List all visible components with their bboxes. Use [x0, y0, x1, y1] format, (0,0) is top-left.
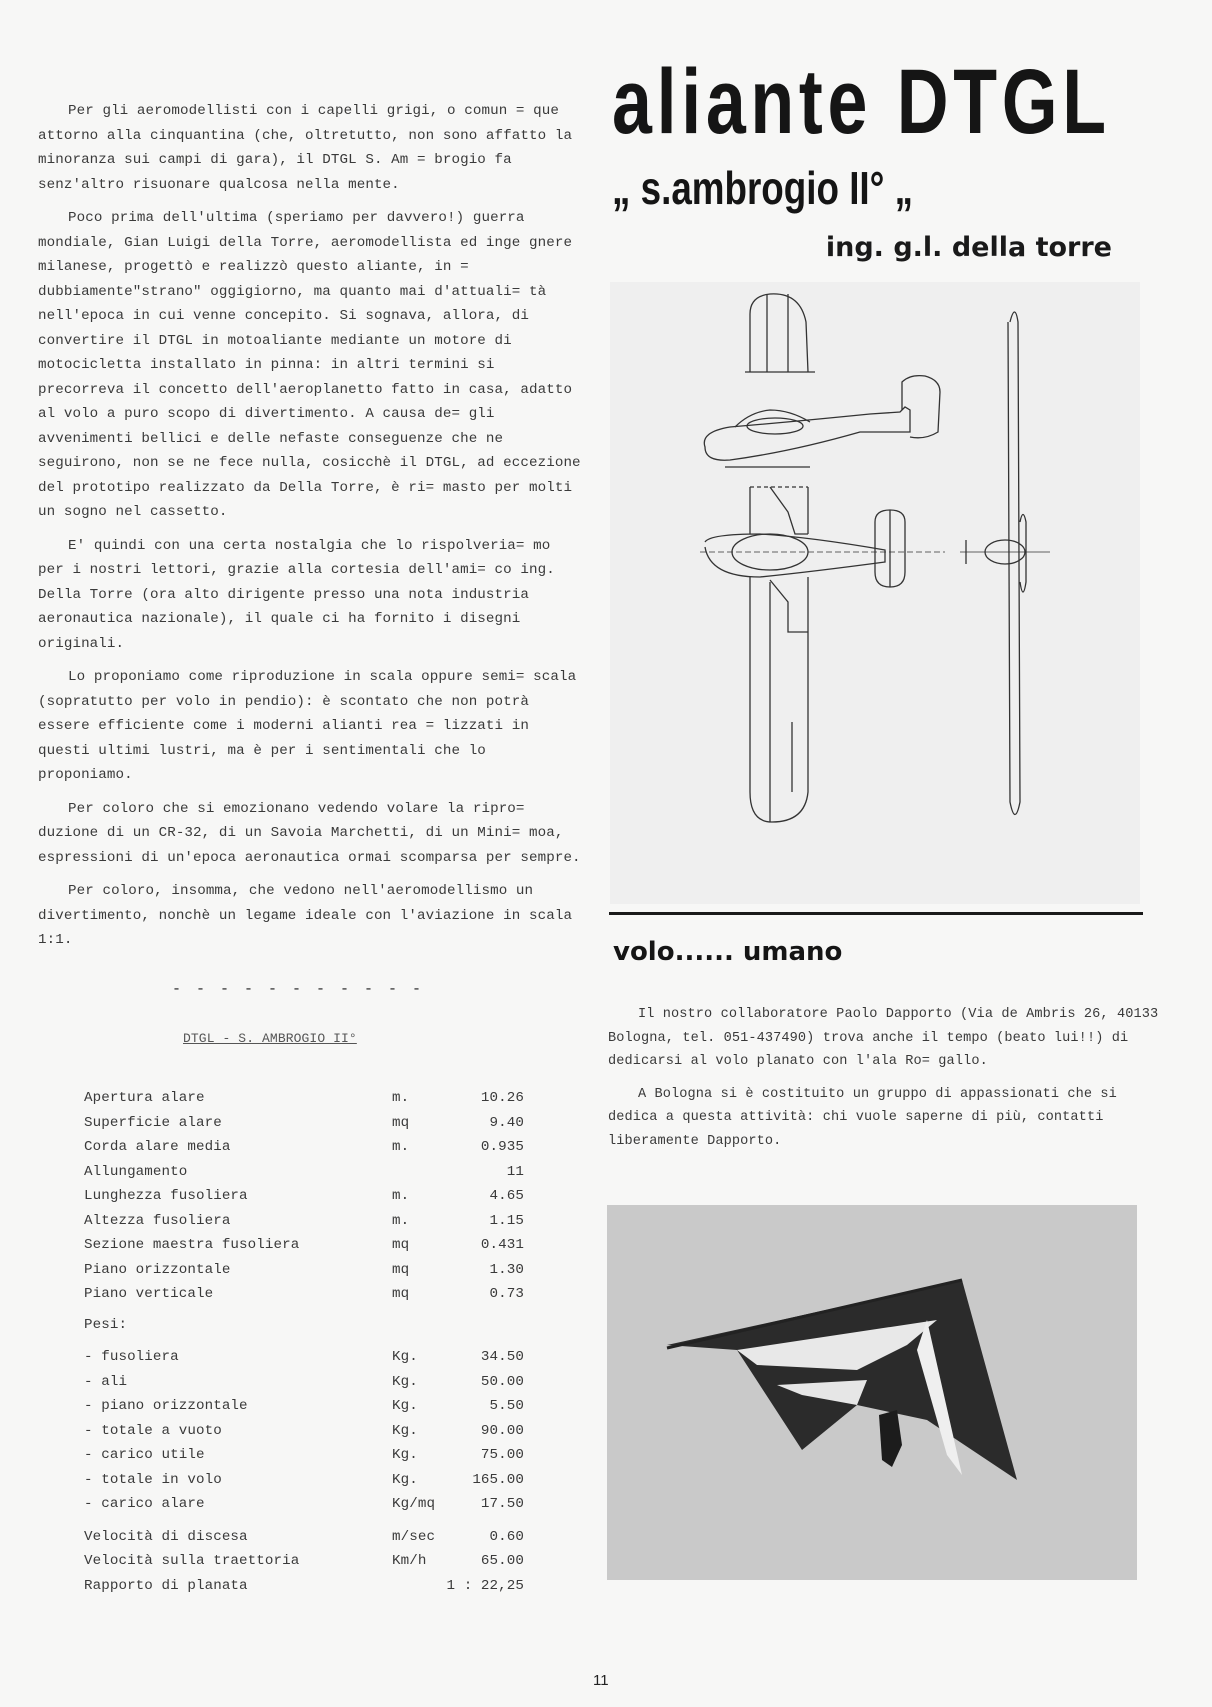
spec-label: - fusoliera: [84, 1349, 179, 1365]
spec-label: Velocità di discesa: [84, 1528, 248, 1545]
spec-unit: mq: [392, 1114, 410, 1131]
spec-unit: Kg.: [392, 1422, 418, 1439]
section2-paragraph: A Bologna si è costituito un gruppo di appassionati che si dedica a questa attività: chi vuole saperne di più, contatti liberamente Dapporto.: [608, 1086, 1117, 1149]
spec-unit: mq: [392, 1261, 410, 1278]
spec-label: - ali: [84, 1373, 128, 1390]
spec-label: Corda alare media: [84, 1139, 231, 1155]
spec-unit: m.: [392, 1139, 410, 1155]
spec-row: [84, 1492, 524, 1517]
spec-row: [84, 1135, 524, 1160]
article-paragraph: E' quindi con una certa nostalgia che lo rispolveria= mo per i nostri lettori, grazie alla cortesia dell'ami= co ing. Della Torre (ora alto dirigente presso una nota industria aeronautica nazionale), il quale ci ha fornito i disegni originali.: [38, 537, 555, 652]
spec-label: - totale in volo: [84, 1471, 222, 1488]
article-paragraph: Per gli aeromodellisti con i capelli grigi, o comun = que attorno alla cinquantina (che, oltretutto, non sono affatto la minoranza sui campi di gara), il DTGL S. Am = brogio fa senz'altro risuonare qualcosa nella mente.: [38, 103, 573, 193]
article-paragraph: Poco prima dell'ultima (speriamo per davvero!) guerra mondiale, Gian Luigi della Torre, aeromodellista ed inge gnere milanese, progettò e realizzò questo aliante, in = dubbiamente"strano" oggigiorno, ma quanto mai d'attuali= tà nell'epoca in cui venne concepito. Si sognava, allora, di convertire il DTGL in motoaliante mediante un motore di motocicletta installato in pinna: in altri termini si precorreva il concetto dell'aeroplanetto fatto in casa, adatto al volo a puro scopo di divertimento. A causa de= gli avvenimenti bellici e delle nefaste conseguenze che ne seguirono, non se ne fece nulla, cosicchè il DTGL, ad eccezione del prototipo realizzato da Della Torre, è ri= masto per molti un sogno nel cassetto.: [38, 210, 581, 520]
weights-heading: Pesi:: [84, 1316, 128, 1333]
spec-unit: mq: [392, 1286, 410, 1302]
spec-value: 0.60: [489, 1528, 524, 1545]
spec-value: 165.00: [472, 1471, 524, 1488]
article-paragraph: Per coloro, insomma, che vedono nell'aeromodellismo un divertimento, nonchè un legame ideale con l'aviazione in scala 1:1.: [38, 883, 573, 948]
spec-label: Piano orizzontale: [84, 1261, 231, 1278]
spec-value: 65.00: [480, 1553, 524, 1569]
spec-label: Altezza fusoliera: [84, 1212, 231, 1229]
spec-row: [84, 1549, 524, 1574]
spec-label: Sezione maestra fusoliera: [84, 1237, 300, 1253]
spec-value: 0.935: [480, 1139, 524, 1155]
article-title: aliante DTGL: [612, 51, 1111, 153]
specs-title: DTGL - S. AMBROGIO II°: [183, 1031, 357, 1046]
spec-value: 10.26: [480, 1090, 524, 1106]
spec-row: [84, 1394, 524, 1419]
specs-table: [84, 1086, 524, 1598]
dimensions-list: [84, 1086, 524, 1307]
page-number: 11: [593, 1672, 609, 1689]
spec-row: [84, 1370, 524, 1395]
spec-value: 17.50: [480, 1496, 524, 1512]
spec-value: 75.00: [480, 1447, 524, 1463]
spec-value: 50.00: [480, 1373, 524, 1390]
spec-unit: m/sec: [392, 1528, 436, 1545]
spec-row: [84, 1233, 524, 1258]
spec-row: [84, 1574, 524, 1599]
hang-glider-photo: [607, 1205, 1137, 1580]
spec-label: - carico alare: [84, 1496, 205, 1512]
spec-row: [84, 1282, 524, 1307]
spec-unit: Kg.: [392, 1373, 418, 1390]
article-author: ing. g.l. della torre: [825, 232, 1112, 263]
spec-value: 9.40: [489, 1114, 524, 1131]
spec-unit: m.: [392, 1090, 410, 1106]
spec-label: Apertura alare: [84, 1090, 205, 1106]
spec-label: - totale a vuoto: [84, 1422, 222, 1439]
spec-value: 0.73: [489, 1286, 524, 1302]
spec-row: [84, 1525, 524, 1550]
spec-row: [84, 1184, 524, 1209]
section-divider: - - - - - - - - - - -: [172, 981, 425, 998]
spec-value: 1.15: [489, 1212, 524, 1229]
spec-label: Velocità sulla traettoria: [84, 1553, 300, 1569]
spec-value: 11: [506, 1163, 524, 1180]
three-view-drawing: [610, 282, 1140, 904]
glider-drawing-icon: [610, 282, 1140, 904]
spec-row: [84, 1345, 524, 1370]
section-title: volo...... umano: [613, 937, 843, 967]
section2-body: [608, 1003, 1163, 1162]
spec-row: [84, 1419, 524, 1444]
spec-row: [84, 1209, 524, 1234]
article-subtitle: „ s.ambrogio II° „: [612, 162, 913, 214]
spec-value: 0.431: [480, 1237, 524, 1253]
spec-label: - carico utile: [84, 1447, 205, 1463]
weights-list: [84, 1345, 524, 1517]
spec-unit: Km/h: [392, 1553, 427, 1569]
spec-value: 1 : 22,25: [446, 1577, 524, 1594]
spec-row: [84, 1258, 524, 1283]
hang-glider-icon: [607, 1205, 1137, 1580]
spec-value: 1.30: [489, 1261, 524, 1278]
spec-row: [84, 1111, 524, 1136]
spec-row: [84, 1086, 524, 1111]
spec-row: [84, 1443, 524, 1468]
spec-label: Lunghezza fusoliera: [84, 1188, 248, 1204]
spec-unit: mq: [392, 1237, 410, 1253]
spec-value: 4.65: [489, 1188, 524, 1204]
spec-label: Piano verticale: [84, 1286, 214, 1302]
spec-label: - piano orizzontale: [84, 1398, 248, 1414]
article-body: [38, 99, 583, 962]
spec-label: Allungamento: [84, 1163, 188, 1180]
spec-label: Rapporto di planata: [84, 1577, 248, 1594]
article-paragraph: Lo proponiamo come riproduzione in scala oppure semi= scala (sopratutto per volo in pendio): è scontato che non potrà essere efficiente come i moderni alianti rea = lizzati in questi ultimi lustri, ma è per i sentimentali che lo proponiamo.: [38, 669, 577, 783]
spec-value: 90.00: [480, 1422, 524, 1439]
spec-row: [84, 1160, 524, 1185]
spec-row: [84, 1468, 524, 1493]
spec-unit: Kg.: [392, 1398, 418, 1414]
spec-unit: Kg/mq: [392, 1496, 436, 1512]
performance-list: [84, 1525, 524, 1599]
section2-paragraph: Il nostro collaboratore Paolo Dapporto (Via de Ambris 26, 40133 Bologna, tel. 051-437490) trova anche il tempo (beato lui!!) di dedicarsi al volo planato con l'ala Ro= gallo.: [608, 1007, 1159, 1069]
spec-unit: Kg.: [392, 1471, 418, 1488]
article-paragraph: Per coloro che si emozionano vedendo volare la ripro= duzione di un CR-32, di un Savoia Marchetti, di un Mini= moa, espressioni di un'epoca aeronautica ormai scomparsa per sempre.: [38, 800, 581, 866]
spec-unit: m.: [392, 1212, 410, 1229]
spec-unit: Kg.: [392, 1447, 418, 1463]
spec-label: Superficie alare: [84, 1114, 222, 1131]
spec-value: 5.50: [489, 1398, 524, 1414]
section-rule: [609, 912, 1143, 915]
spec-unit: Kg.: [392, 1349, 418, 1365]
spec-unit: m.: [392, 1188, 410, 1204]
spec-value: 34.50: [480, 1349, 524, 1365]
